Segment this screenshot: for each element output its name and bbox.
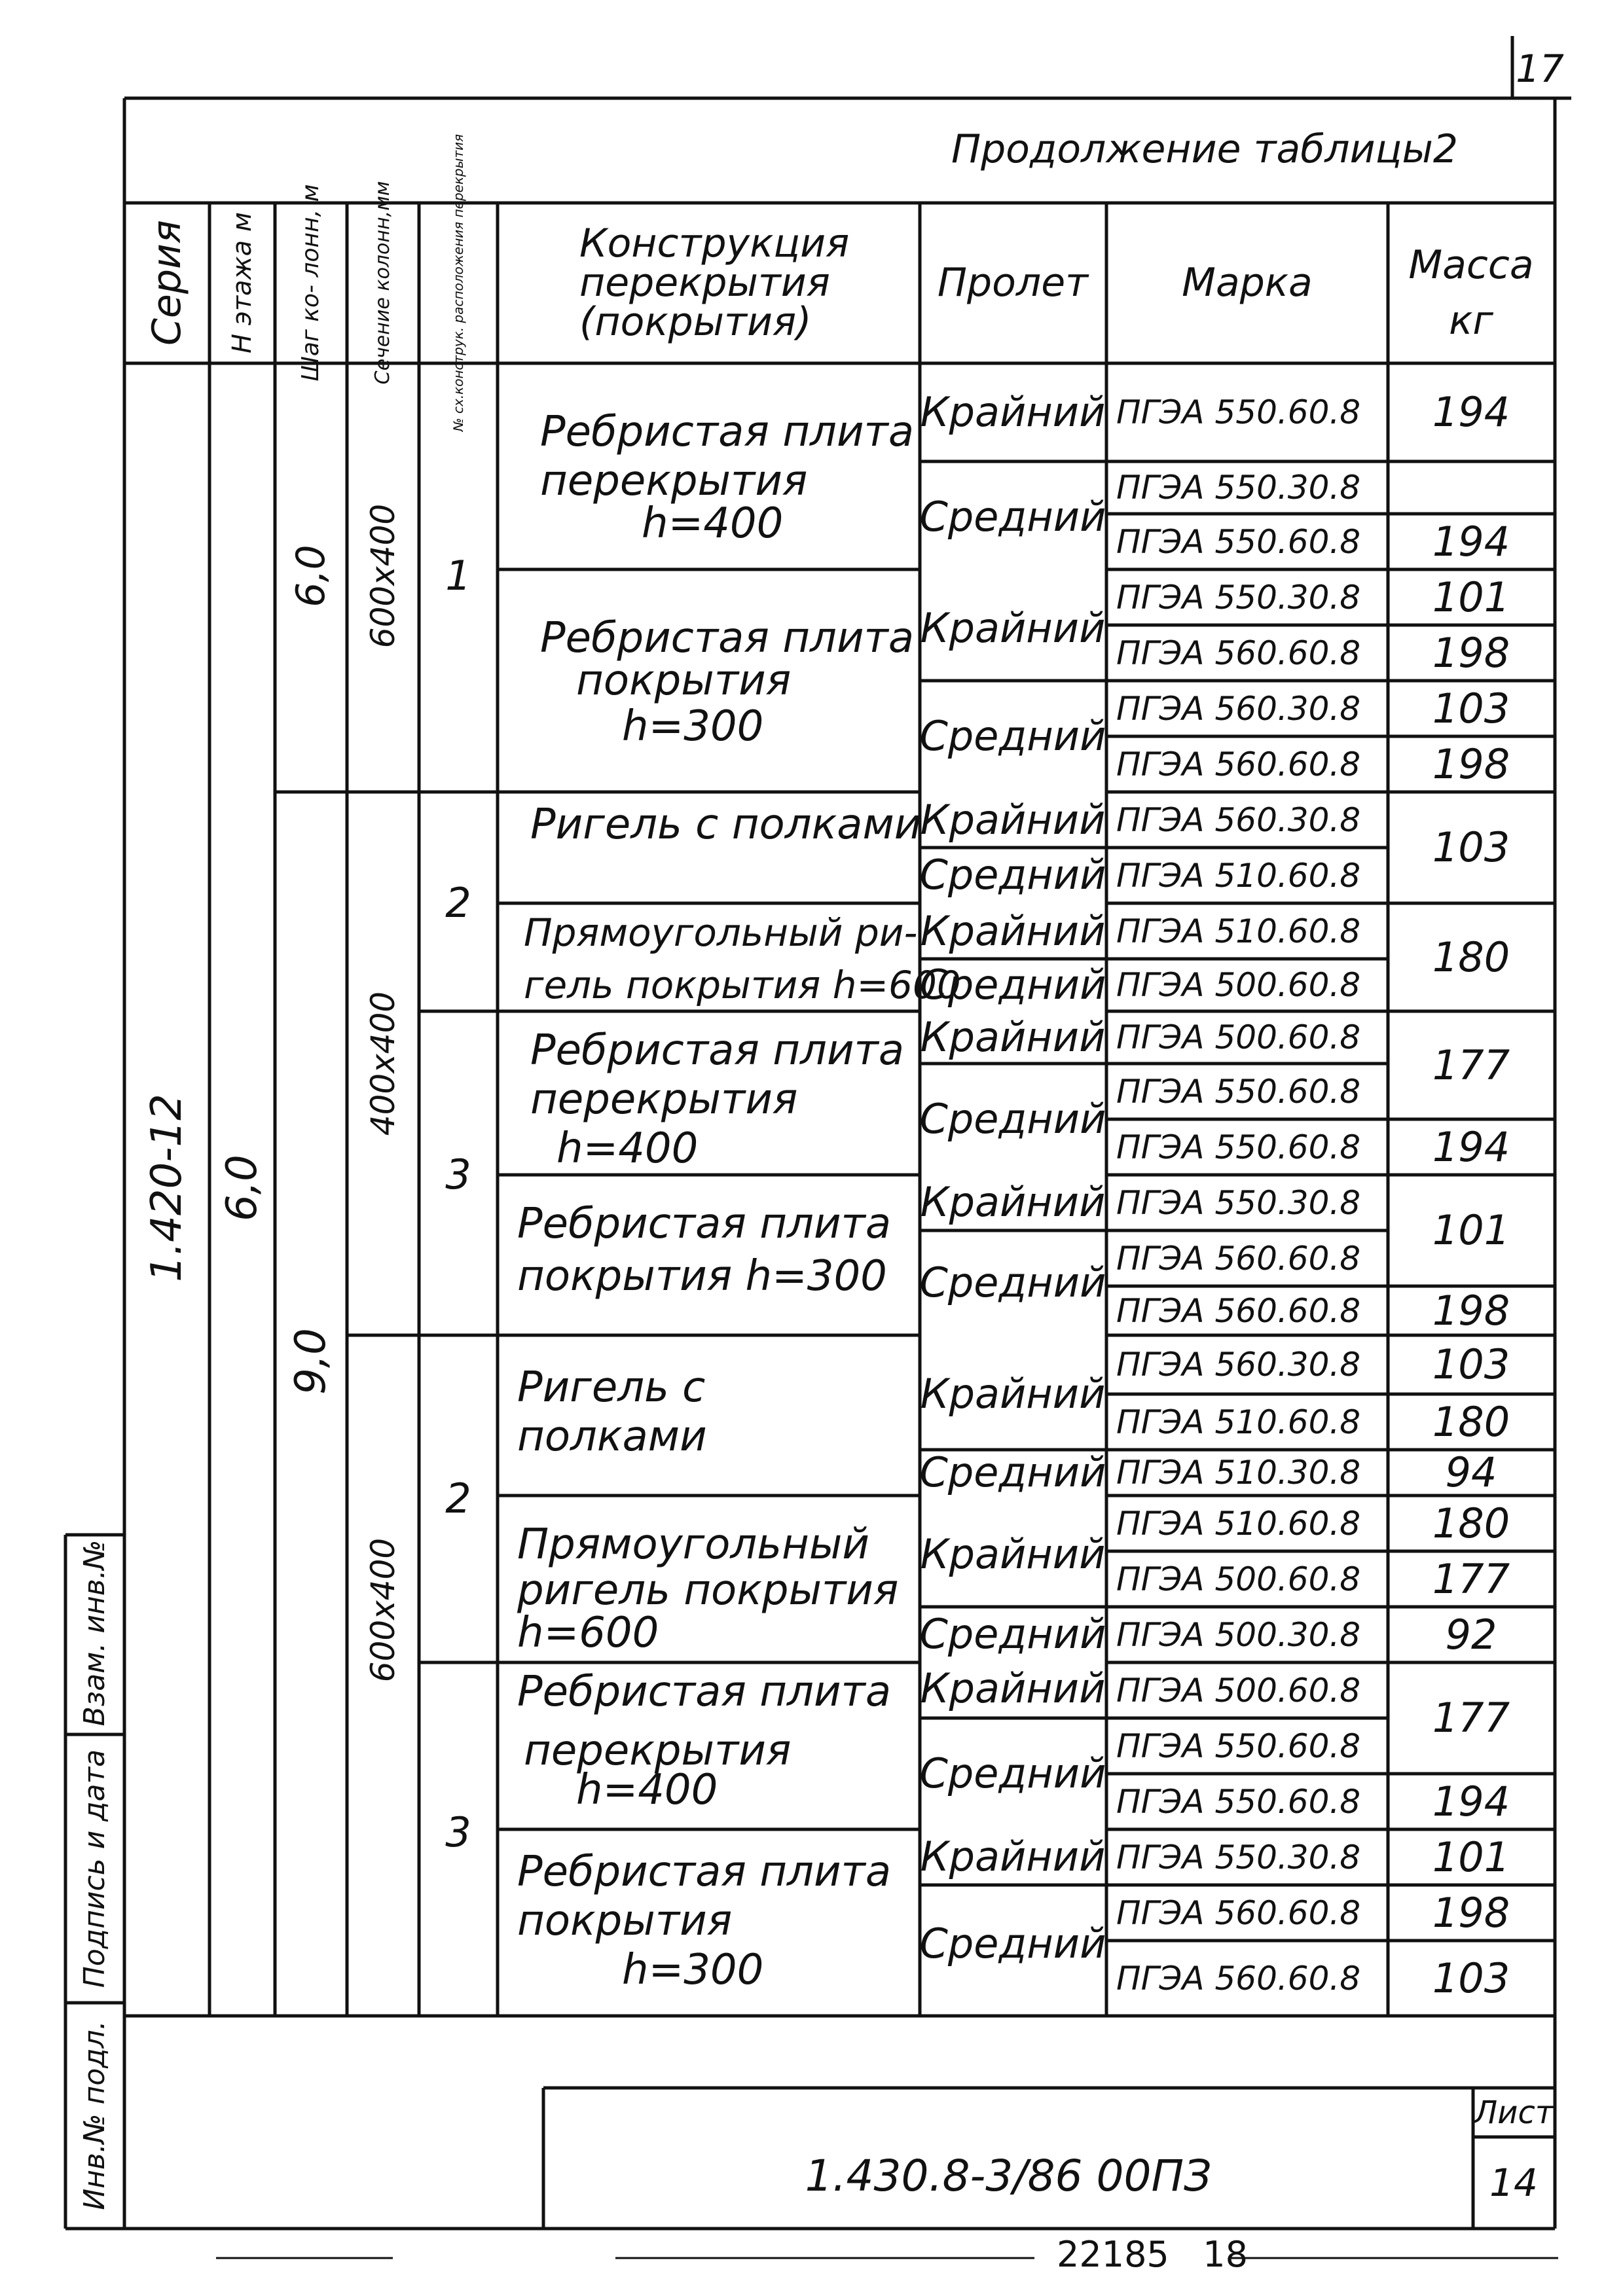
construction-text: покрытия	[517, 1897, 733, 1945]
construction-text: Прямоугольный	[517, 1520, 869, 1569]
construction-text: h=600	[517, 1609, 659, 1657]
construction-text: Ребристая плита	[530, 1026, 905, 1075]
span-cell: Крайний	[920, 1833, 1106, 1880]
span-cell: Крайний	[920, 1370, 1106, 1418]
mark-cell: ПГЭА 560.60.8	[1116, 1291, 1361, 1330]
construction-text: h=400	[576, 1766, 718, 1814]
column-step-value: 6,0	[288, 545, 334, 607]
span-cell: Крайний	[920, 1178, 1106, 1226]
construction-text: перекрытия	[540, 457, 808, 505]
mark-cell: ПГЭА 510.60.8	[1116, 1504, 1361, 1543]
mass-cell: 103	[1432, 823, 1510, 871]
construction-text: Ребристая плита	[540, 408, 915, 456]
mass-cell: 94	[1445, 1448, 1497, 1496]
mark-cell: ПГЭА 510.60.8	[1116, 856, 1361, 895]
span-cell: Средний	[919, 961, 1106, 1009]
header-construction-line3: (покрытия)	[579, 299, 812, 345]
mass-cell: 103	[1432, 684, 1510, 732]
floor-height-value: 6,0	[218, 1155, 266, 1221]
mass-cell: 180	[1432, 1397, 1510, 1446]
mark-cell: ПГЭА 500.60.8	[1116, 1671, 1361, 1710]
mark-cell: ПГЭА 560.30.8	[1116, 689, 1361, 728]
span-cell: Средний	[919, 851, 1106, 899]
construction-number: 3	[445, 1151, 471, 1198]
construction-text: Ребристая плита	[540, 614, 915, 662]
page-number: 17	[1516, 46, 1564, 91]
column-step-value: 9,0	[287, 1328, 335, 1395]
mark-cell: ПГЭА 550.30.8	[1116, 1838, 1361, 1876]
span-cell: Средний	[919, 712, 1106, 760]
mark-cell: ПГЭА 550.60.8	[1116, 393, 1361, 431]
span-cell: Средний	[919, 1749, 1106, 1797]
mass-cell: 92	[1445, 1610, 1497, 1659]
header-construction-line2: перекрытия	[579, 260, 830, 306]
column-section-value: 400х400	[364, 991, 402, 1136]
mass-cell: 101	[1432, 1206, 1510, 1254]
construction-text: Ребристая плита	[517, 1200, 892, 1248]
span-cell: Средний	[919, 1448, 1106, 1496]
document-code: 1.430.8-3/86 00ПЗ	[805, 2151, 1212, 2201]
mark-cell: ПГЭА 510.30.8	[1116, 1454, 1361, 1492]
mass-cell: 101	[1432, 573, 1510, 621]
construction-text: Ригель с	[517, 1363, 706, 1412]
mark-cell: ПГЭА 560.60.8	[1116, 1959, 1361, 1998]
construction-number: 3	[445, 1808, 471, 1856]
mark-cell: ПГЭА 560.60.8	[1116, 745, 1361, 783]
span-cell: Средний	[919, 1920, 1106, 1967]
mass-cell: 194	[1432, 1122, 1510, 1171]
mark-cell: ПГЭА 560.60.8	[1116, 634, 1361, 672]
header-mass: Масса	[1408, 242, 1534, 288]
mass-cell: 198	[1432, 628, 1510, 677]
mass-cell: 177	[1432, 1041, 1510, 1089]
mark-cell: ПГЭА 550.60.8	[1116, 1128, 1361, 1166]
construction-text: h=400	[642, 499, 784, 548]
construction-text: h=400	[556, 1124, 699, 1173]
header-series: Серия	[144, 220, 190, 346]
mass-cell: 177	[1432, 1554, 1510, 1603]
mark-cell: ПГЭА 560.60.8	[1116, 1239, 1361, 1278]
column-section-value: 600х400	[364, 503, 402, 649]
header-construction-line1: Конструкция	[579, 221, 850, 266]
stamp-original-inventory: Инв.№ подл.	[78, 2020, 111, 2210]
construction-text: ригель покрытия	[517, 1566, 899, 1615]
construction-text: Ребристая плита	[517, 1848, 892, 1896]
mark-cell: ПГЭА 560.60.8	[1116, 1893, 1361, 1932]
construction-text: покрытия	[576, 656, 792, 705]
mark-cell: ПГЭА 550.30.8	[1116, 1183, 1361, 1222]
mark-cell: ПГЭА 550.30.8	[1116, 469, 1361, 507]
mark-cell: ПГЭА 500.60.8	[1116, 966, 1361, 1004]
span-cell: Средний	[919, 1259, 1106, 1306]
span-cell: Средний	[919, 1610, 1106, 1658]
sheet-label: Лист	[1474, 2094, 1554, 2131]
sheet-number: 14	[1489, 2161, 1538, 2205]
mass-cell: 103	[1432, 1954, 1510, 2002]
construction-number: 1	[445, 552, 471, 600]
construction-text: h=300	[622, 702, 764, 751]
series-value: 1.420-12	[143, 1094, 191, 1282]
header-construction-number: № сх.конструк. расположения перекрытия	[450, 134, 466, 432]
span-cell: Крайний	[920, 1530, 1106, 1578]
construction-text: покрытия h=300	[517, 1252, 887, 1300]
span-cell: Крайний	[920, 604, 1106, 652]
header-mark: Марка	[1182, 260, 1313, 306]
mark-cell: ПГЭА 550.60.8	[1116, 1782, 1361, 1821]
construction-text: Ребристая плита	[517, 1668, 892, 1716]
continuation-caption: Продолжение таблицы2	[951, 126, 1459, 172]
mass-cell: 194	[1432, 1777, 1510, 1825]
mass-cell: 198	[1432, 1888, 1510, 1937]
mark-cell: ПГЭА 500.60.8	[1116, 1560, 1361, 1598]
span-cell: Крайний	[920, 1664, 1106, 1712]
mark-cell: ПГЭА 560.30.8	[1116, 1346, 1361, 1384]
mark-cell: ПГЭА 550.60.8	[1116, 1072, 1361, 1111]
mark-cell: ПГЭА 510.60.8	[1116, 912, 1361, 950]
footer-number: 22185 18	[1057, 2234, 1248, 2275]
mass-cell: 198	[1432, 1286, 1510, 1335]
span-cell: Крайний	[920, 796, 1106, 844]
mass-cell: 194	[1432, 517, 1510, 565]
header-column-section: Сечение колонн,мм	[371, 181, 394, 385]
construction-number: 2	[445, 1475, 471, 1522]
mark-cell: ПГЭА 510.60.8	[1116, 1403, 1361, 1441]
header-floor-height: H этажа м	[227, 212, 257, 353]
mass-cell: 103	[1432, 1340, 1510, 1388]
stamp-signature-date: Подпись и дата	[78, 1749, 111, 1988]
construction-text: перекрытия	[524, 1727, 792, 1775]
mass-cell: 180	[1432, 1499, 1510, 1547]
span-cell: Средний	[919, 493, 1106, 541]
header-column-step: Шаг ко- лонн, м	[297, 184, 324, 382]
mark-cell: ПГЭА 560.30.8	[1116, 800, 1361, 839]
construction-text: гель покрытия h=600	[524, 963, 961, 1007]
mark-cell: ПГЭА 550.30.8	[1116, 578, 1361, 617]
span-cell: Крайний	[920, 1013, 1106, 1061]
mass-cell: 198	[1432, 740, 1510, 788]
mark-cell: ПГЭА 550.60.8	[1116, 1727, 1361, 1765]
span-cell: Крайний	[920, 388, 1106, 436]
mark-cell: ПГЭА 500.60.8	[1116, 1018, 1361, 1056]
mass-cell: 180	[1432, 933, 1510, 981]
construction-text: перекрытия	[530, 1075, 798, 1124]
span-cell: Средний	[919, 1095, 1106, 1143]
span-cell: Крайний	[920, 907, 1106, 955]
construction-text: полками	[517, 1412, 707, 1461]
construction-text: Ригель с полками	[530, 800, 922, 849]
column-section-value: 600х400	[364, 1537, 402, 1683]
mark-cell: ПГЭА 500.30.8	[1116, 1615, 1361, 1654]
construction-number: 2	[445, 879, 471, 927]
mark-cell: ПГЭА 550.60.8	[1116, 522, 1361, 561]
construction-text: h=300	[622, 1946, 764, 1994]
header-span: Пролет	[937, 260, 1089, 306]
mass-cell: 177	[1432, 1694, 1510, 1742]
header-mass-unit: кг	[1449, 298, 1493, 344]
stamp-replaced-inventory: Взам. инв.№	[78, 1539, 111, 1727]
mass-cell: 101	[1432, 1833, 1510, 1881]
construction-text: Прямоугольный ри-	[524, 910, 918, 955]
mass-cell: 194	[1432, 388, 1510, 436]
